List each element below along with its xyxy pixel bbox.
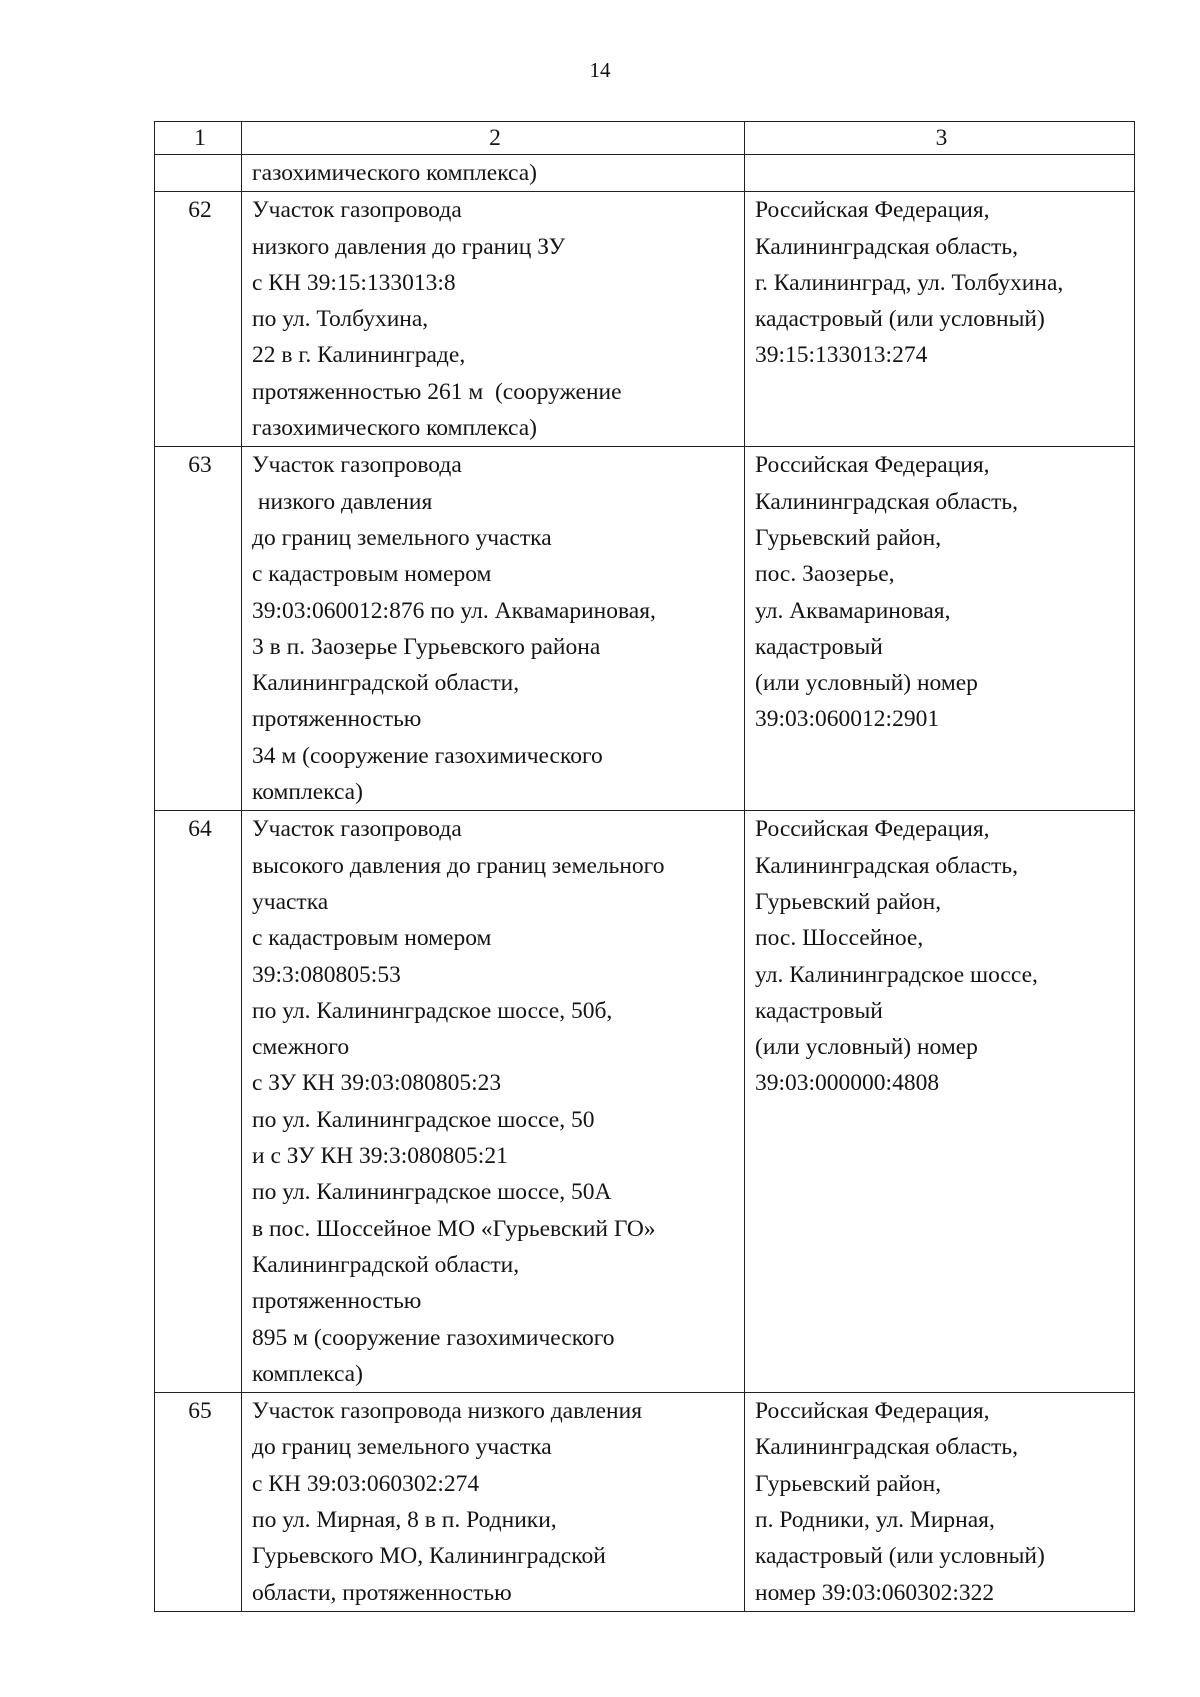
row-number-cell: 65 — [155, 1393, 242, 1612]
description-line: участка — [252, 888, 329, 915]
location-line: 39:03:060012:2901 — [755, 706, 940, 733]
location-line: Гурьевский район, — [755, 524, 942, 551]
location-line: Калининградская область, — [755, 1434, 1018, 1461]
location-line: Российская Федерация, — [755, 1398, 990, 1425]
description-line: по ул. Мирная, 8 в п. Родники, — [252, 1506, 557, 1533]
location-line: Гурьевский район, — [755, 1470, 942, 1497]
location-line: Калининградская область, — [755, 852, 1018, 879]
description-line: и с ЗУ КН 39:3:080805:21 — [252, 1143, 508, 1170]
table-row — [155, 1393, 1135, 1612]
description-line: в пос. Шоссейное МО «Гурьевский ГО» — [252, 1215, 656, 1242]
location-line: (или условный) номер — [755, 1034, 978, 1061]
location-line: кадастровый — [755, 633, 883, 660]
description-line: с ЗУ КН 39:03:080805:23 — [252, 1070, 502, 1097]
description-line: с кадастровым номером — [252, 561, 492, 588]
description-line: 895 м (сооружение газохимического — [252, 1324, 615, 1351]
location-line: 39:03:000000:4808 — [755, 1070, 940, 1097]
description-line: 39:03:060012:876 по ул. Аквамариновая, — [252, 597, 656, 624]
table-row — [155, 811, 1135, 1393]
description-line: с кадастровым номером — [252, 925, 492, 952]
location-cell — [745, 447, 1135, 811]
description-line: до границ земельного участка — [252, 524, 552, 551]
location-line: (или условный) номер — [755, 670, 978, 697]
location-line: ул. Аквамариновая, — [755, 597, 951, 624]
description-line: комплекса) — [252, 779, 363, 806]
header-col1: 1 — [155, 122, 242, 155]
description-line: Калининградской области, — [252, 670, 520, 697]
description-cell — [242, 155, 745, 192]
location-line: пос. Заозерье, — [755, 561, 895, 588]
description-line: по ул. Калининградское шоссе, 50б, — [252, 997, 613, 1024]
table-row — [155, 192, 1135, 447]
location-line: 39:15:133013:274 — [755, 342, 928, 369]
description-line: Участок газопровода низкого давления — [252, 1398, 643, 1425]
description-line: смежного — [252, 1034, 350, 1061]
location-line: п. Родники, ул. Мирная, — [755, 1506, 995, 1533]
location-line: кадастровый — [755, 997, 883, 1024]
description-line: низкого давления — [252, 488, 433, 515]
description-line: Калининградской области, — [252, 1251, 520, 1278]
description-line: по ул. Толбухина, — [252, 306, 429, 333]
table-row — [155, 447, 1135, 811]
location-line: ул. Калининградское шоссе, — [755, 961, 1038, 988]
location-line: Гурьевский район, — [755, 888, 942, 915]
header-col2: 2 — [242, 122, 745, 155]
description-line: газохимического комплекса) — [252, 415, 538, 442]
description-line: 34 м (сооружение газохимического — [252, 742, 603, 769]
location-line: Российская Федерация, — [755, 816, 990, 843]
table-header-row — [155, 122, 1135, 155]
description-line: с КН 39:03:060302:274 — [252, 1470, 480, 1497]
location-cell — [745, 192, 1135, 447]
description-cell — [242, 811, 745, 1393]
description-line: с КН 39:15:133013:8 — [252, 269, 456, 296]
description-line: по ул. Калининградское шоссе, 50А — [252, 1179, 612, 1206]
description-line: комплекса) — [252, 1360, 363, 1387]
location-line: г. Калининград, ул. Толбухина, — [755, 269, 1064, 296]
description-line: Участок газопровода — [252, 452, 462, 479]
location-cell — [745, 1393, 1135, 1612]
description-line: протяженностью 261 м (сооружение — [252, 378, 622, 405]
continuation-row — [155, 155, 1135, 192]
row-number-cell: 62 — [155, 192, 242, 447]
location-cell — [745, 155, 1135, 192]
description-line: Гурьевского МО, Калининградской — [252, 1543, 606, 1570]
description-cell — [242, 447, 745, 811]
location-line: номер 39:03:060302:322 — [755, 1579, 995, 1606]
row-number-cell: 63 — [155, 447, 242, 811]
location-line: кадастровый (или условный) — [755, 306, 1045, 333]
property-table — [154, 121, 1135, 1612]
row-number-cell — [155, 155, 242, 192]
location-line: Калининградская область, — [755, 233, 1018, 260]
description-cell — [242, 192, 745, 447]
description-cell — [242, 1393, 745, 1612]
location-cell — [745, 811, 1135, 1393]
description-line: газохимического комплекса) — [252, 160, 538, 186]
description-line: протяженностью — [252, 706, 422, 733]
description-line: Участок газопровода — [252, 197, 462, 224]
location-line: Российская Федерация, — [755, 452, 990, 479]
description-line: 3 в п. Заозерье Гурьевского района — [252, 633, 601, 660]
location-line: пос. Шоссейное, — [755, 925, 924, 952]
header-col3: 3 — [745, 122, 1135, 155]
page-number: 14 — [589, 58, 611, 82]
description-line: по ул. Калининградское шоссе, 50 — [252, 1106, 595, 1133]
location-line: кадастровый (или условный) — [755, 1543, 1045, 1570]
row-number-cell: 64 — [155, 811, 242, 1393]
description-line: Участок газопровода — [252, 816, 462, 843]
description-line: протяженностью — [252, 1288, 422, 1315]
description-line: низкого давления до границ ЗУ — [252, 233, 566, 260]
description-line: 39:3:080805:53 — [252, 961, 401, 988]
description-line: до границ земельного участка — [252, 1434, 552, 1461]
location-line: Российская Федерация, — [755, 197, 990, 224]
location-line: Калининградская область, — [755, 488, 1018, 515]
description-line: высокого давления до границ земельного — [252, 852, 665, 879]
description-line: 22 в г. Калининграде, — [252, 342, 466, 369]
description-line: области, протяженностью — [252, 1579, 512, 1606]
